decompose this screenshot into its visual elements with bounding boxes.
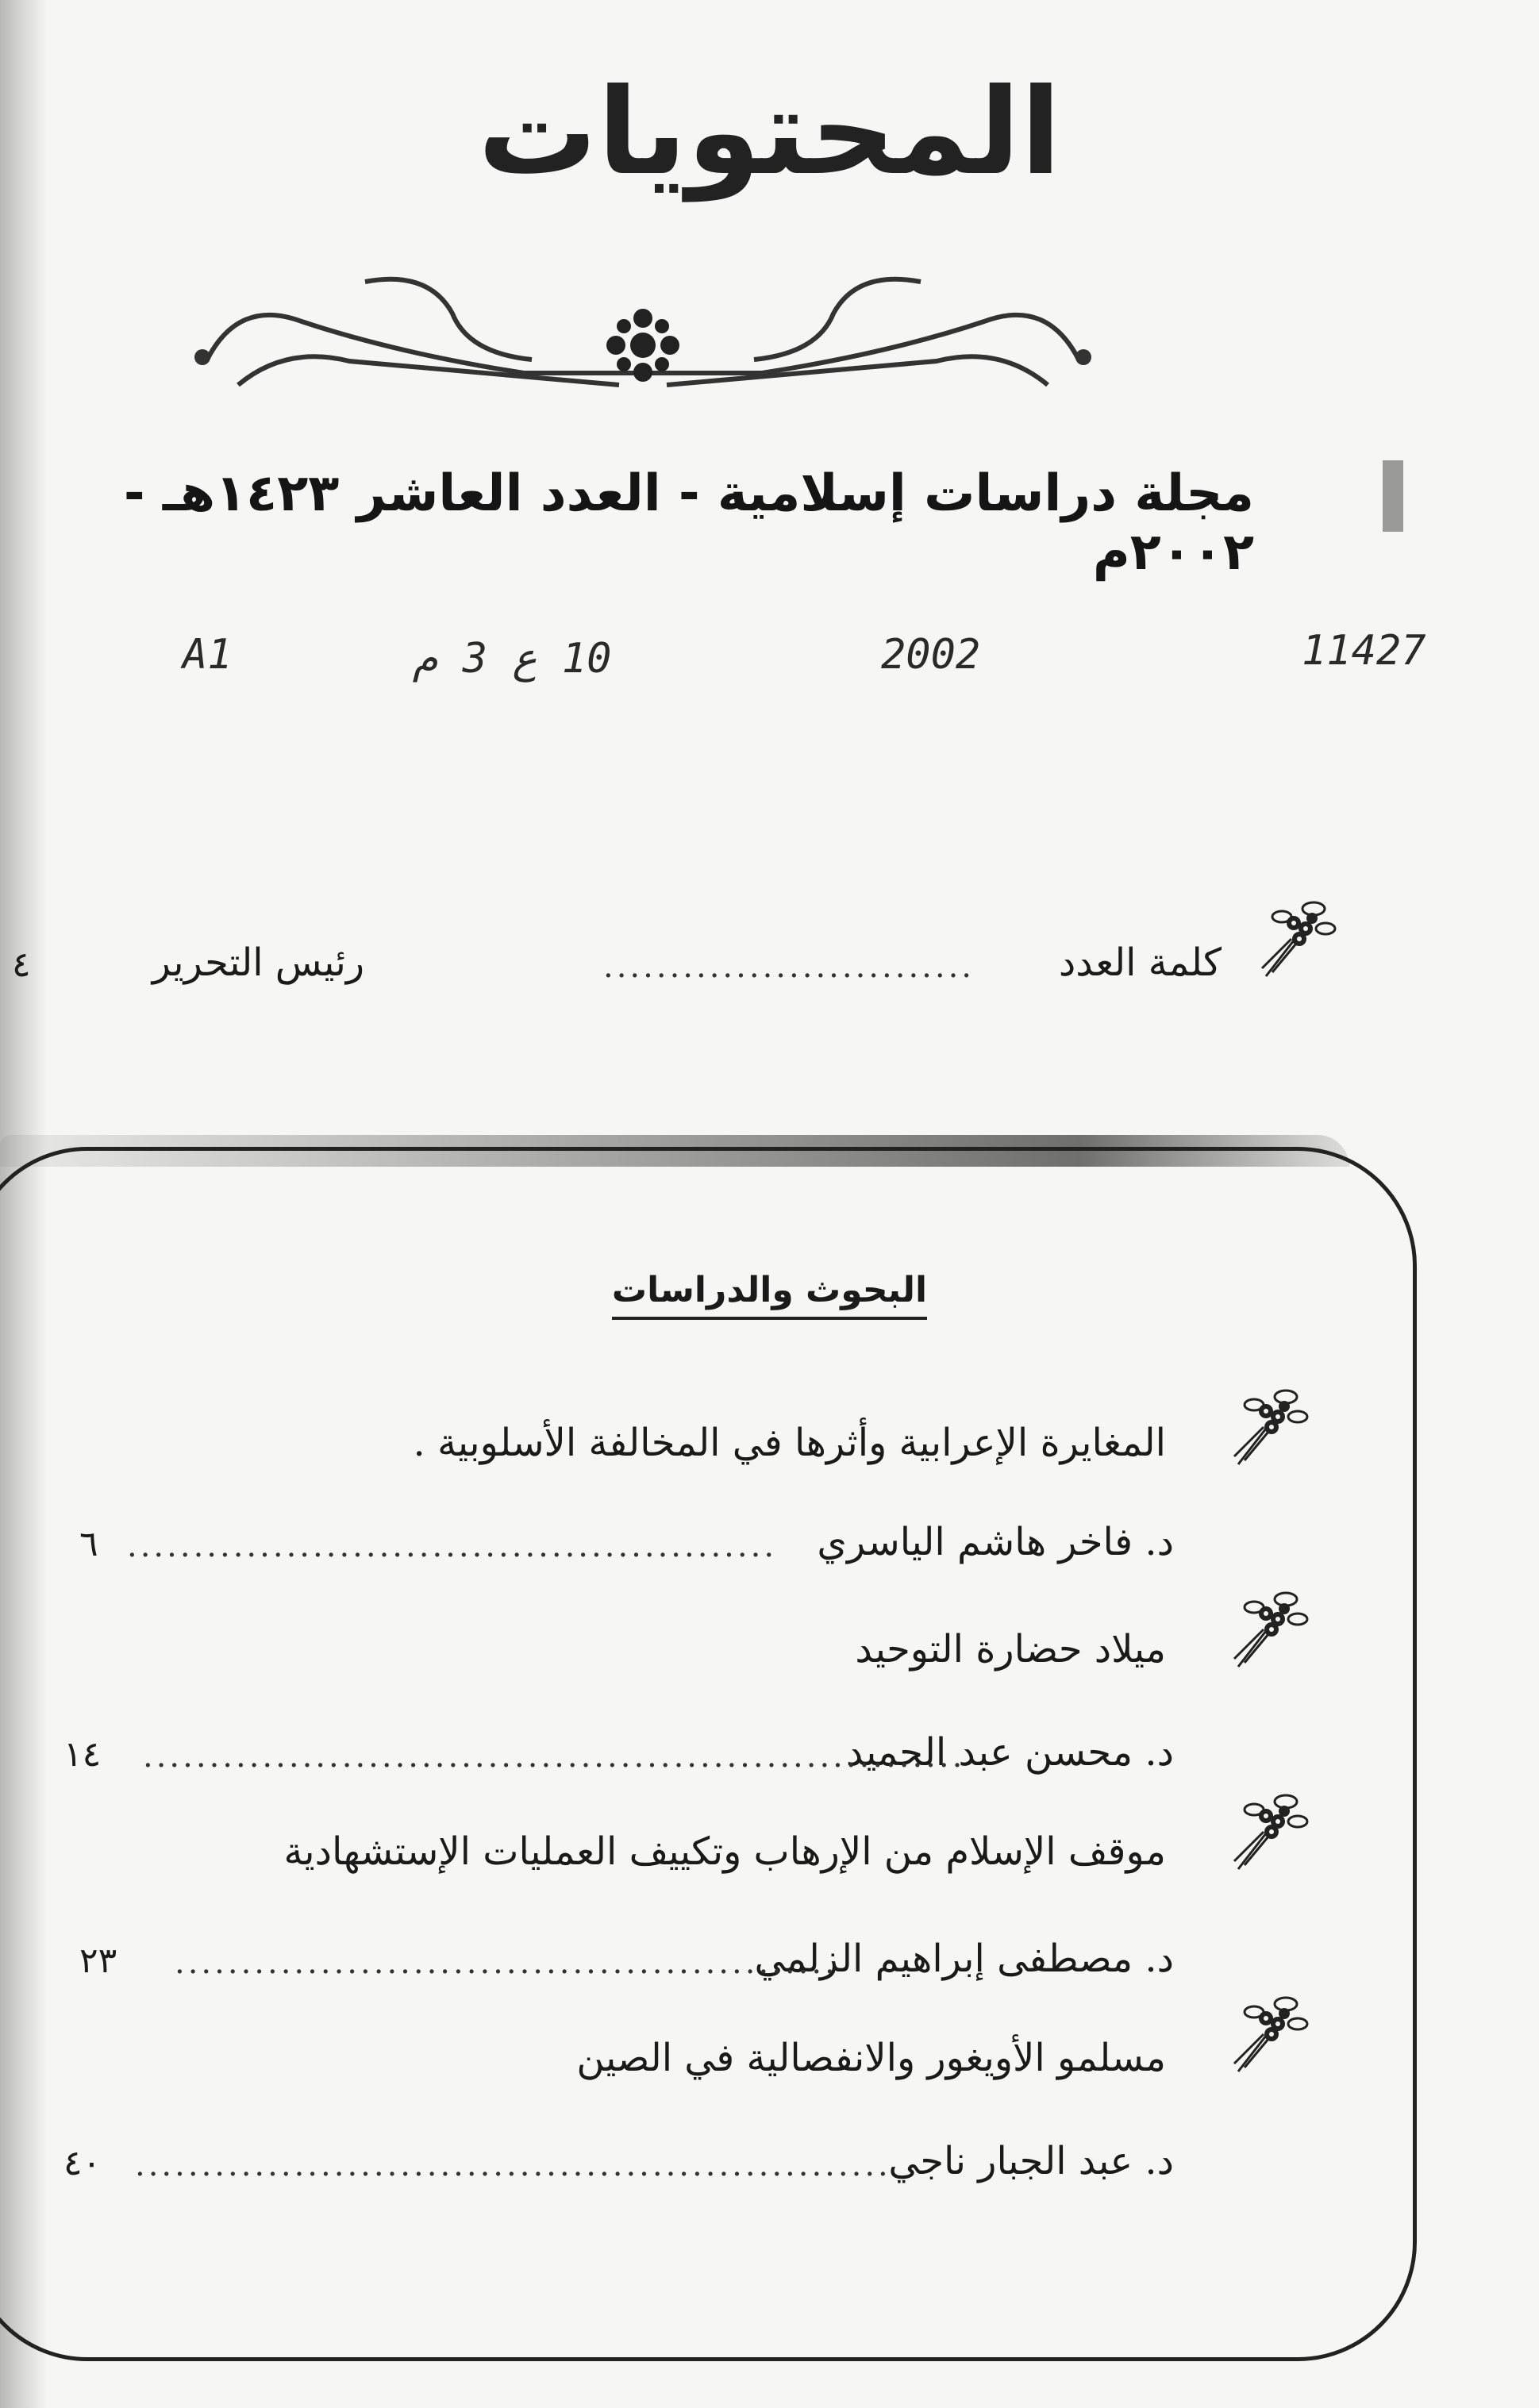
section-title <box>0 1270 1539 1310</box>
article-4-title: مسلمو الأويغور والانفصالية في الصين <box>576 2036 1166 2080</box>
handwritten-date-mark: 10 ع 3 م <box>413 635 612 683</box>
article-3-title: موقف الإسلام من الإرهاب وتكييف العمليات الإستشهادية <box>283 1829 1166 1874</box>
article-1-author: د. فاخر هاشم الياسري <box>817 1520 1174 1564</box>
article-4-leader: ......................................................... <box>135 2147 891 2183</box>
intro-item-leader: ............................ <box>603 948 975 985</box>
flower-bullet-icon <box>1258 893 1337 980</box>
handwritten-left-code: 11427 <box>1302 627 1426 675</box>
decorative-ornament <box>190 266 1095 401</box>
article-1-leader: ................................................. <box>127 1528 778 1564</box>
section-title-text: البحوث والدراسات <box>612 1270 927 1320</box>
article-3-leader: .................................................. <box>175 1944 838 1981</box>
intro-item-author: رئيس التحرير <box>152 941 364 985</box>
flower-bullet-icon <box>1230 1786 1310 1873</box>
article-2-page: ١٤ <box>63 1734 102 1775</box>
flower-bullet-icon <box>1230 1583 1310 1671</box>
article-1-page: ٦ <box>79 1524 98 1564</box>
journal-issue-line: مجلة دراسات إسلامية - العدد العاشر ١٤٢٣هـ - ٢٠٠٢م <box>124 464 1254 582</box>
intro-item-page: ٤ <box>12 944 31 985</box>
article-2-title: ميلاد حضارة التوحيد <box>855 1627 1166 1671</box>
article-1-title: المغايرة الإعرابية وأثرها في المخالفة الأسلوبية . <box>413 1421 1166 1465</box>
handwritten-year: 2002 <box>881 631 981 679</box>
library-stamp-mark <box>1383 460 1403 532</box>
intro-item-title: كلمة العدد <box>1058 941 1222 985</box>
flower-bullet-icon <box>1230 1988 1310 2075</box>
page-title: المحتويات <box>477 63 1062 202</box>
article-3-page: ٢٣ <box>79 1941 117 1981</box>
article-2-leader: .............................................................. <box>143 1738 966 1775</box>
article-4-author: د. عبد الجبار ناجي <box>888 2139 1174 2183</box>
article-4-page: ٤٠ <box>63 2143 102 2183</box>
handwritten-right-code: A1 <box>183 631 233 679</box>
flower-bullet-icon <box>1230 1381 1310 1468</box>
article-3-author: د. مصطفى إبراهيم الزلمي <box>754 1937 1174 1981</box>
article-2-author: د. محسن عبد الحميد <box>845 1730 1174 1775</box>
